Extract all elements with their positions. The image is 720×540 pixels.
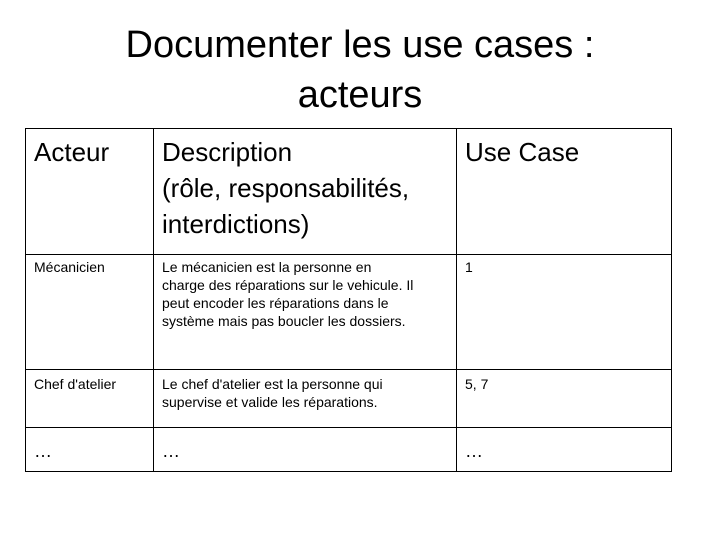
header-description-line-3: interdictions) [162, 209, 310, 239]
header-description-line-2: (rôle, responsabilités, [162, 173, 410, 203]
actor-name: Mécanicien [34, 259, 105, 275]
title-line-2: acteurs [297, 74, 423, 116]
header-description-line-1: Description [162, 137, 293, 167]
use-case-cell [457, 255, 672, 370]
use-case-cell [457, 370, 672, 428]
header-cell-use-case [457, 129, 672, 255]
use-case-cell [457, 428, 672, 472]
actor-cell [26, 370, 154, 428]
ellipsis-use-case: … [465, 441, 483, 461]
use-case-value: 1 [465, 259, 473, 275]
slide-title [60, 20, 660, 120]
use-case-value: 5, 7 [465, 376, 489, 392]
actor-name: Chef d'atelier [34, 376, 117, 392]
title-line-1: Documenter les use cases : [125, 24, 595, 66]
header-use-case-label: Use Case [465, 137, 580, 167]
description-line: Le mécanicien est la personne en [162, 259, 372, 275]
description-line: système mais pas boucler les dossiers. [162, 313, 406, 329]
actors-table [25, 128, 672, 472]
table-row [26, 428, 672, 472]
table-row [26, 370, 672, 428]
description-cell [154, 255, 457, 370]
header-cell-actor [26, 129, 154, 255]
description-cell [154, 428, 457, 472]
description-line: peut encoder les réparations dans le [162, 295, 389, 311]
actor-cell [26, 428, 154, 472]
ellipsis-actor: … [34, 441, 52, 461]
header-actor-label: Acteur [34, 137, 110, 167]
description-line: supervise et valide les réparations. [162, 394, 378, 410]
actor-cell [26, 255, 154, 370]
table-row [26, 255, 672, 370]
ellipsis-description: … [162, 441, 180, 461]
header-cell-description [154, 129, 457, 255]
description-line: Le chef d'atelier est la personne qui [162, 376, 383, 392]
description-line: charge des réparations sur le vehicule. Il [162, 277, 414, 293]
description-cell [154, 370, 457, 428]
table-header-row [26, 129, 672, 255]
